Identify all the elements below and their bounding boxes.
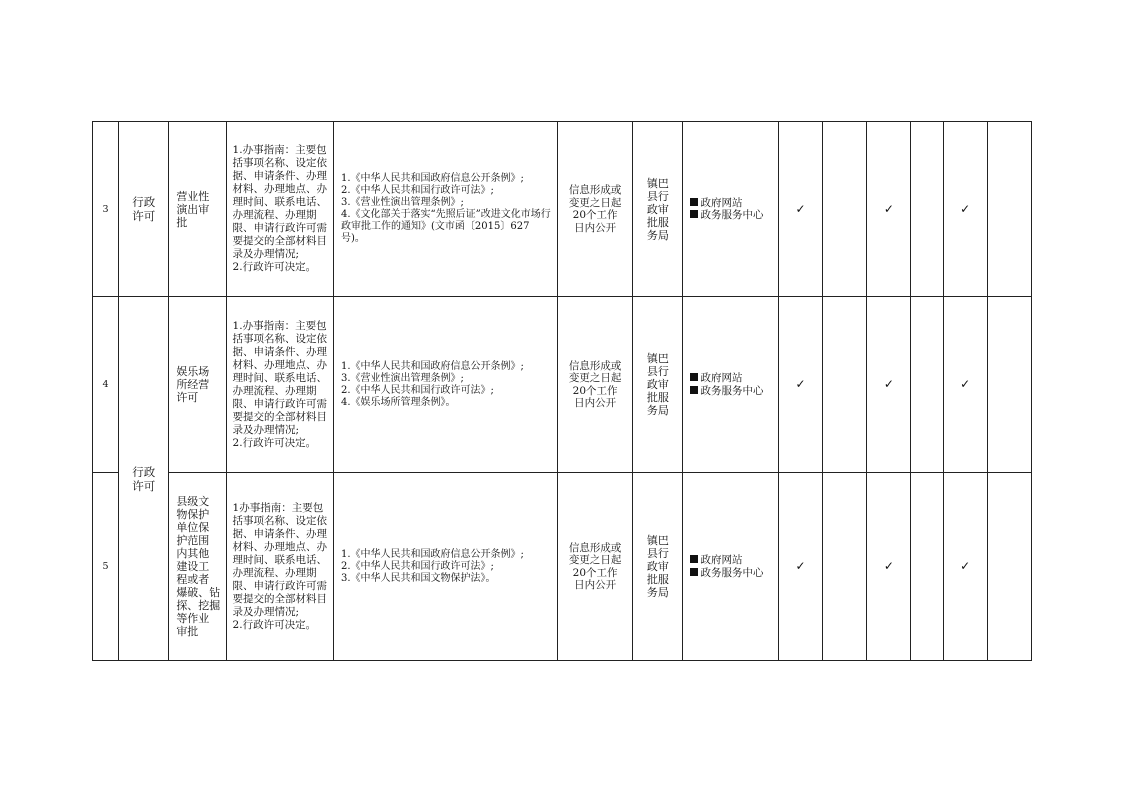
agency-cell: 镇巴 县行 政审 批服 务局	[633, 473, 683, 661]
time-limit-cell: 信息形成或 变更之日起 20个工作 日内公开	[557, 297, 632, 473]
empty-cell	[823, 473, 867, 661]
agency-cell: 镇巴 县行 政审 批服 务局	[633, 297, 683, 473]
content-cell: 1.办事指南：主要包括事项名称、设定依据、申请条件、办理材料、办理地点、办理时间、联系电话、办理流程、办理期限、申请行政许可需要提交的全部材料目录及办理情况; 2.行政许可决定。	[226, 122, 333, 297]
content-cell: 1办事指南：主要包括事项名称、设定依据、申请条件、办理材料、办理地点、办理时间、联系电话、办理流程、办理期限、申请行政许可需要提交的全部材料目录及办理情况; 2.行政许可决定。	[226, 473, 333, 661]
check-cell: ✓	[943, 297, 987, 473]
empty-cell	[911, 473, 943, 661]
check-cell: ✓	[778, 297, 822, 473]
empty-cell	[987, 297, 1031, 473]
item-name-cell: 娱乐场 所经营 许可	[169, 297, 226, 473]
item-name-cell: 营业性 演出审 批	[169, 122, 226, 297]
row-number: 4	[93, 297, 119, 473]
legal-basis-cell: 1.《中华人民共和国政府信息公开条例》; 3.《营业性演出管理条例》; 2.《中华人民共和国行政许可法》; 4.《娱乐场所管理条例》。	[334, 297, 558, 473]
table-row	[93, 122, 1032, 297]
disclosure-table	[92, 121, 1032, 661]
channel-line-1: 政府网站	[690, 372, 777, 385]
check-cell: ✓	[943, 473, 987, 661]
category-cell: 行政 许可	[119, 122, 169, 297]
table-row	[93, 297, 1032, 473]
channel-line-2: 政务服务中心	[690, 209, 777, 222]
bullet-square-icon	[690, 386, 698, 394]
check-cell: ✓	[867, 473, 911, 661]
time-limit-cell: 信息形成或 变更之日起 20个工作 日内公开	[557, 122, 632, 297]
empty-cell	[823, 122, 867, 297]
empty-cell	[911, 297, 943, 473]
row-number: 5	[93, 473, 119, 661]
check-cell: ✓	[943, 122, 987, 297]
bullet-square-icon	[690, 210, 698, 218]
time-limit-cell: 信息形成或 变更之日起 20个工作 日内公开	[557, 473, 632, 661]
bullet-square-icon	[690, 373, 698, 381]
channel-cell	[683, 297, 778, 473]
check-cell: ✓	[867, 297, 911, 473]
check-cell: ✓	[778, 473, 822, 661]
table-row	[93, 473, 1032, 661]
channel-cell	[683, 473, 778, 661]
channel-line-2: 政务服务中心	[690, 385, 777, 398]
content-cell: 1.办事指南：主要包括事项名称、设定依据、申请条件、办理材料、办理地点、办理时间、联系电话、办理流程、办理期限、申请行政许可需要提交的全部材料目录及办理情况; 2.行政许可决定。	[226, 297, 333, 473]
category-cell: 行政 许可	[119, 297, 169, 661]
empty-cell	[987, 122, 1031, 297]
agency-cell: 镇巴 县行 政审 批服 务局	[633, 122, 683, 297]
bullet-square-icon	[690, 198, 698, 206]
channel-line-2: 政务服务中心	[690, 567, 777, 580]
channel-cell	[683, 122, 778, 297]
row-number: 3	[93, 122, 119, 297]
legal-basis-cell: 1.《中华人民共和国政府信息公开条例》; 2.《中华人民共和国行政许可法》; 3.《营业性演出管理条例》; 4.《文化部关于落实“先照后证”改进文化市场行政审批工作的通知》(文市函〔2015〕627 号)。	[334, 122, 558, 297]
check-cell: ✓	[778, 122, 822, 297]
channel-line-1: 政府网站	[690, 554, 777, 567]
check-cell: ✓	[867, 122, 911, 297]
bullet-square-icon	[690, 555, 698, 563]
legal-basis-cell: 1.《中华人民共和国政府信息公开条例》; 2.《中华人民共和国行政许可法》; 3.《中华人民共和国文物保护法》。	[334, 473, 558, 661]
empty-cell	[987, 473, 1031, 661]
disclosure-table-page	[92, 121, 1032, 661]
empty-cell	[823, 297, 867, 473]
empty-cell	[911, 122, 943, 297]
channel-line-1: 政府网站	[690, 197, 777, 210]
bullet-square-icon	[690, 568, 698, 576]
item-name-cell: 县级文 物保护 单位保 护范围 内其他 建设工 程或者 爆破、钻 探、挖掘 等作业 审批	[169, 473, 226, 661]
